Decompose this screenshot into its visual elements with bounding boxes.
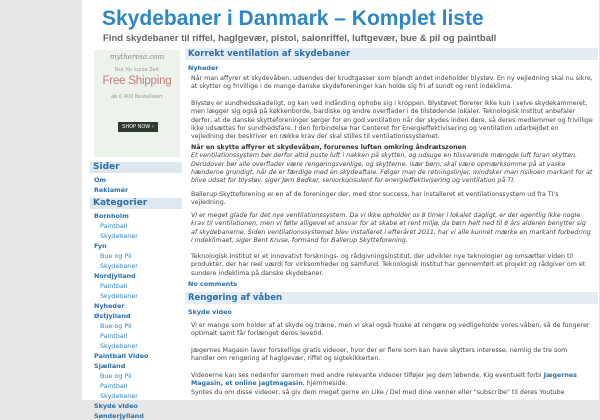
- sidebar-subcategory-link[interactable]: Bue og Pil: [100, 322, 132, 330]
- post-paragraph: Vi er mange som holder af at skyde og træne, men vi skal også huske at rengøre og vedligeholde vores våben, så de fungerer optimalt samt får forlænget deres levetid.: [191, 322, 590, 338]
- post-text: Videoerne kan ses nedenfor sammen med andre relevante videoer tilføjer jeg dem løbende. Kig eventuelt forbi: [191, 372, 542, 379]
- sidebar-subcategory-link[interactable]: Bue og Pil: [100, 252, 132, 260]
- post-category-link[interactable]: Skyde video: [188, 308, 232, 316]
- sidebar-subcategory-link[interactable]: Skydebaner: [100, 342, 138, 350]
- sidebar-category-link[interactable]: Paintball Video: [94, 352, 149, 360]
- post-title[interactable]: Korrekt ventilation af skydebaner: [185, 48, 598, 60]
- comments-link[interactable]: No comments: [188, 280, 238, 288]
- post-category-link[interactable]: Nyheder: [188, 64, 219, 72]
- sidebar-subcategory-link[interactable]: Skydebaner: [100, 292, 138, 300]
- post-subheading: Når en skytte affyrer et skydevåben, forurenes luften omkring åndrætszonen: [191, 144, 467, 151]
- post-paragraph: Blystøv er sundhedsskadeligt, og kan ved indånding ophobe sig i kroppen. Blystøvet florerer ikke kun i selve skydekammeret, men lægger sig også på køkkenborde, bardiske og andre overflader i de tilstødende lokaler. Teknologisk Institut anbefaler derfor, at de danske skytteforeninger sørger for en god ventilation når der skydes inden døre, så deres medlemmer og frivillige ikke udsættes for sundhedsfare. I den forbindelse har Centeret for Energieffektivisering og ventilation udarbejdet en vejledning der beskriver en række krav der skal stilles til ventilationssystemet.: [191, 100, 593, 141]
- ad-shop-button[interactable]: SHOP NOW ›: [118, 122, 158, 132]
- sidebar-categories-heading: Kategorier: [90, 198, 182, 209]
- sidebar-page-link[interactable]: Om: [94, 176, 107, 184]
- sidebar-page-link[interactable]: Reklamér: [94, 186, 129, 194]
- sidebar-category-link[interactable]: Bornholm: [94, 212, 129, 220]
- post-paragraph: Teknologisk Institut er et innovativt forsknings- og rådgivningsinstitut, der udvikler nye teknologier og omsætter viden til produkter, der har reel værdi for virksomheder og samfund. Teknologisk Institut har gennemført et projekt og rådgiver om et sundere indeklima på danske skydebaner.: [191, 253, 586, 277]
- sidebar-subcategory-link[interactable]: Paintball: [100, 332, 128, 340]
- sidebar-subcategory-link[interactable]: Paintball: [100, 222, 128, 230]
- site-header: [82, 0, 599, 48]
- ad-headline: Free Shipping: [102, 75, 172, 87]
- post-paragraph: Syntes du om disse videoer, så giv dem meget gerne en Like / Del med dine venner eller "subscribe" til deres Youtube: [191, 389, 565, 396]
- post-quote: Et ventilationssystem bør derfor altid puste luft i nakken på skytten, og udsuge en tilsvarende mængde luft foran skytten. Derudover bør alle overflader være rengøringsvenlige, og skytterne, især børn, skal være opmærksomme på at vaske hænderne grundigt, når de er færdige med en skydeaftale. Følger man de retningslinjer, mindsker man risikoen markant for at blive udsat for blystøv, siger Jørn Bødker, seniorkonsulent for energieffektivisering og ventilation på TI.: [191, 152, 593, 185]
- sidebar-subcategory-link[interactable]: Paintball: [100, 282, 128, 290]
- post-quote: Vi er meget glade for det nye ventilationssystem. Da vi ikke opholder os 8 timer i lokalet dagligt, er der egentlig ikke nogle krav til ventilationen, men vi følte alligevel et ansvar for at skabe et rent miljø, da børn helt ned til 8 års alderen benytter sig af skydebanerne. Siden ventilationssystemet blev installeret i efteråret 2011, har vi alle kunnet mærke en markant forbedring i indeklimaet, siger Bent Kruse, formand for Ballerup Skytteforening.: [191, 212, 591, 244]
- post-paragraph: Ballerup Skytteforening er en af de foreninger der, med stor success, har installeret et ventilationssystem ud fra TI's vejledning.: [191, 191, 559, 207]
- sidebar-category-link[interactable]: Sjælland: [94, 362, 126, 370]
- sidebar-category-link[interactable]: Nyheder: [94, 302, 125, 310]
- site-title[interactable]: Skydebaner i Danmark – Komplet liste: [102, 7, 484, 30]
- main-content: [185, 48, 599, 400]
- jaegernes-magasin-link[interactable]: Jægernes Magasin, et online jagtmagasin: [191, 372, 577, 388]
- page: [82, 0, 599, 420]
- site-description: Find skydebaner til riffel, haglgevær, pistol, salonriffel, luftgevær, bue & pil og paintball: [103, 33, 497, 44]
- ad-small-text: Nur für kurze Zeit: [114, 67, 160, 73]
- sidebar-subcategory-link[interactable]: Skydebaner: [100, 232, 138, 240]
- sidebar-subcategory-link[interactable]: Bue og Pil: [100, 372, 132, 380]
- sidebar-subcategory-link[interactable]: Skydebaner: [100, 262, 138, 270]
- post-paragraph: Når man affyrer et skydevåben, udsendes der krudtgasser som blandt andet indeholder blystøv. En ny vejledning skal nu sikre, at skytter og frivillige i de mange danske skydeforeninger kan holde sig fri af sundt og rent indeklima.: [191, 75, 593, 91]
- sidebar-category-link[interactable]: Østjylland: [94, 312, 131, 320]
- post-paragraph: [191, 144, 593, 185]
- sidebar-subcategory-link[interactable]: Paintball: [100, 382, 128, 390]
- post-text: , hjemmeside.: [302, 380, 348, 388]
- banner-ad[interactable]: [94, 50, 180, 157]
- sidebar-pages-heading: Sider: [90, 162, 182, 173]
- ad-brand: mytheresa.com: [109, 53, 165, 61]
- sidebar: [90, 48, 182, 420]
- sidebar-subcategory-link[interactable]: Skydebaner: [100, 392, 138, 400]
- ad-subline: ab € 400 Bestellwert: [111, 94, 163, 100]
- sidebar-category-link[interactable]: Fyn: [94, 242, 107, 250]
- sidebar-category-link[interactable]: Sønderjylland: [94, 412, 144, 420]
- post-paragraph: Jægernes Magasin laver forskellige gratis videoer, hvor der er flere som kan have skytters interesse, nemlig de tre som handler om rengøring af haglgevær, riffel og sigtekikkerten.: [191, 347, 568, 363]
- sidebar-category-link[interactable]: Skyde video: [94, 402, 138, 410]
- sidebar-category-link[interactable]: Nordjylland: [94, 272, 136, 280]
- post-paragraph: [191, 372, 593, 389]
- post-title[interactable]: Rengøring af våben: [185, 292, 598, 304]
